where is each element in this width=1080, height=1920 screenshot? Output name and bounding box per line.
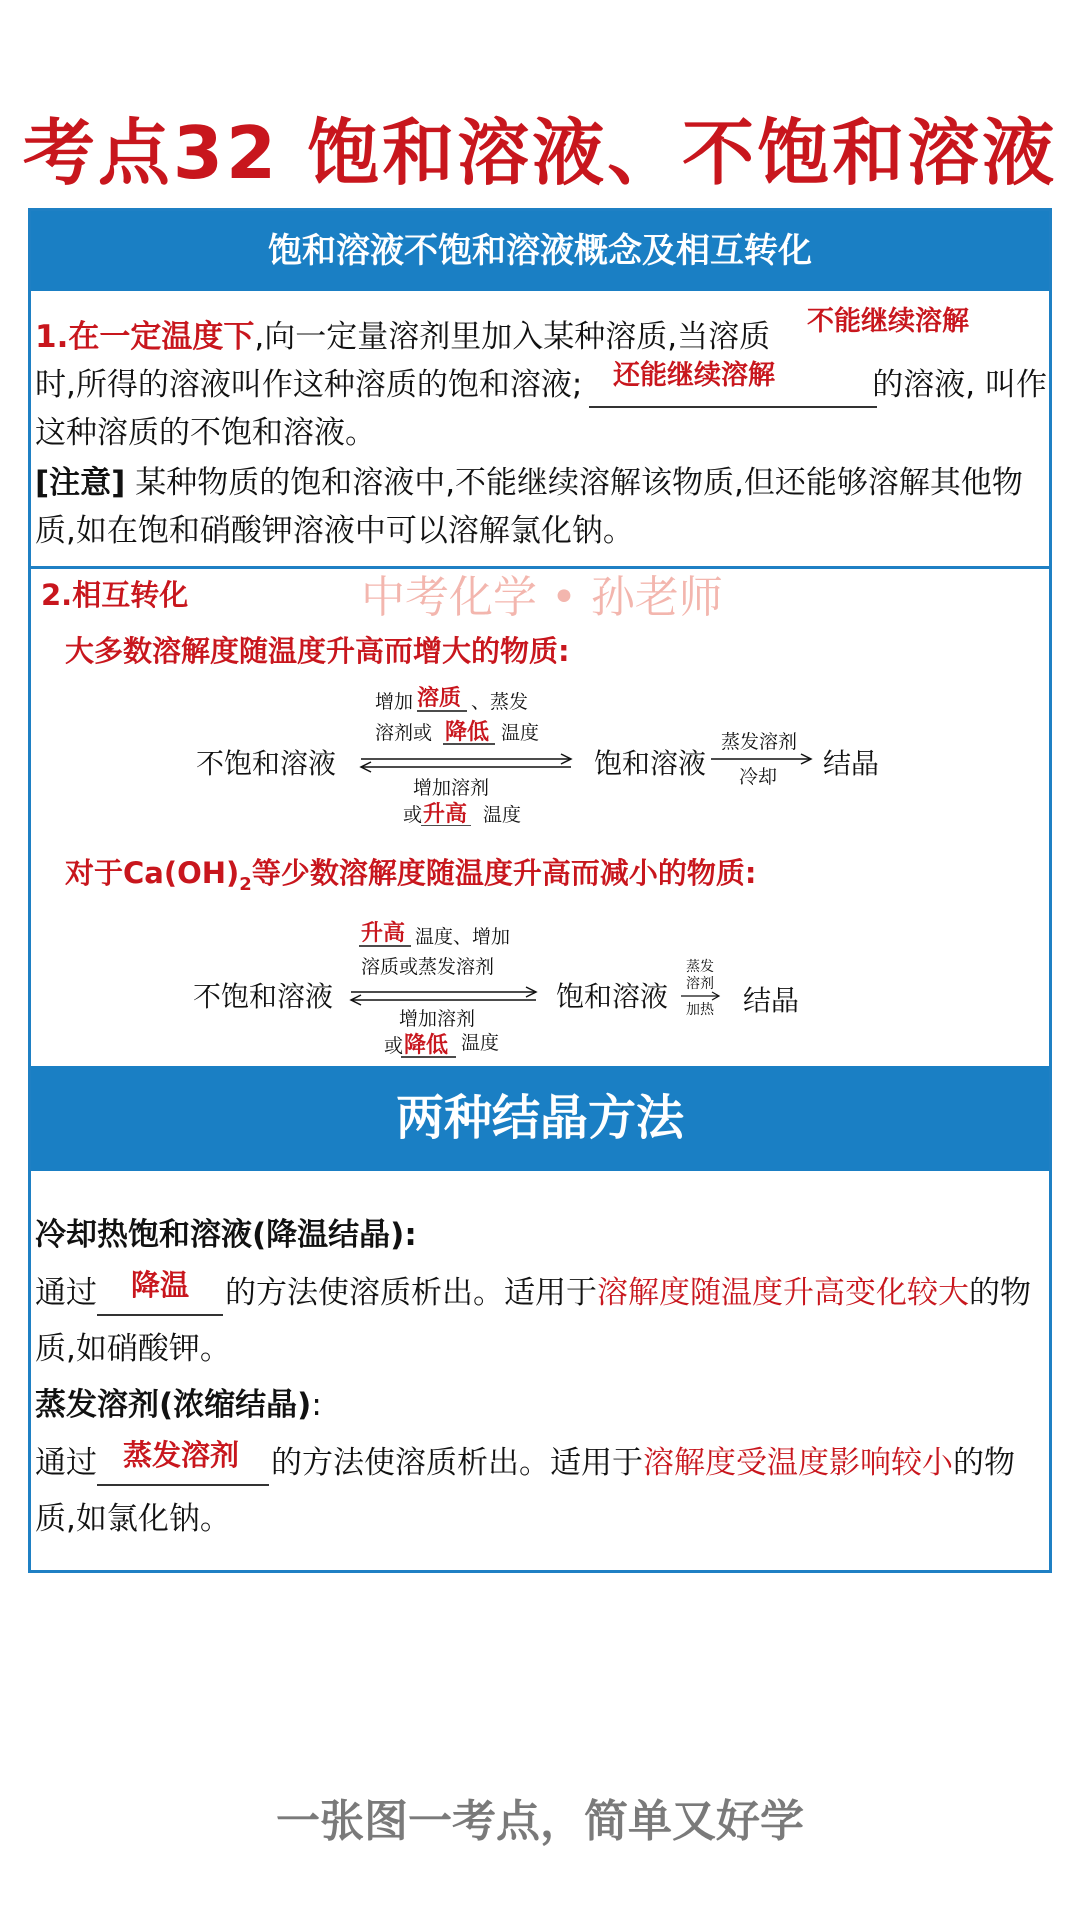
method2-blank <box>97 1484 269 1486</box>
concept-section <box>31 291 1049 566</box>
case2-arrow-bottom: 加热 <box>686 1002 714 1018</box>
case2-top1-b: 温度、增加 <box>415 926 511 948</box>
method2-red: 溶解度受温度影响较小 <box>643 1445 953 1481</box>
method1-blank <box>97 1314 223 1316</box>
method2-start: 通过 <box>35 1445 97 1481</box>
method1-title: 冷却热饱和溶液(降温结晶): <box>35 1217 417 1253</box>
case2-title-a: 对于Ca(OH) <box>65 856 240 890</box>
method1-line-2: 质,如硝酸钾。 <box>35 1331 231 1367</box>
watermark: 中考化学 • 孙老师 <box>361 572 723 623</box>
case2-bottom1: 增加溶剂 <box>399 1008 476 1030</box>
note-label: [注意] <box>35 465 126 501</box>
case1-arrow-bottom: 冷却 <box>739 766 778 788</box>
case2-diagram <box>31 916 1049 1061</box>
note-line-2: 质,如在饱和硝酸钾溶液中可以溶解氯化钠。 <box>35 513 634 549</box>
note-text: 某种物质的饱和溶液中,不能继续溶解该物质,但还能够溶解其他物 <box>125 465 1023 501</box>
method1-mid: 的方法使溶质析出。适用于 <box>225 1275 597 1311</box>
case2-top1-red: 升高 <box>361 921 406 946</box>
case1-top2-red: 降低 <box>445 720 490 745</box>
case1-diagram <box>31 681 1049 826</box>
method1-end: 的物 <box>969 1275 1031 1311</box>
method2-colon: : <box>311 1387 322 1423</box>
case1-left: 不饱和溶液 <box>196 747 337 780</box>
method2-answer: 蒸发溶剂 <box>123 1438 240 1472</box>
method1-red: 溶解度随温度升高变化较大 <box>597 1275 969 1311</box>
case1-bottom2-red: 升高 <box>423 802 468 826</box>
case2-arrow-top1: 蒸发 <box>686 959 714 975</box>
concept-line-2-start: 时,所得的溶液叫作这种溶质的饱和溶液; <box>35 367 583 403</box>
answer-saturated: 不能继续溶解 <box>807 306 969 337</box>
method1-start: 通过 <box>35 1275 97 1311</box>
concept-line-2 <box>35 361 1047 409</box>
conversion-heading: 2.相互转化 <box>41 578 189 612</box>
method2-mid: 的方法使溶质析出。适用于 <box>271 1445 643 1481</box>
case2-bottom2-red: 降低 <box>404 1033 449 1058</box>
page-title: 考点32 饱和溶液、不饱和溶液 <box>22 111 1058 195</box>
method2-end: 的物 <box>953 1445 1015 1481</box>
case2-title-sub: 2 <box>239 873 252 895</box>
case2-bottom2-b: 温度 <box>461 1032 500 1054</box>
content-panel <box>28 208 1052 1573</box>
case1-mid: 饱和溶液 <box>594 747 707 780</box>
case1-top2-b: 温度 <box>501 722 540 744</box>
blank-unsaturated <box>589 406 877 408</box>
case1-bottom2-b: 温度 <box>483 804 522 826</box>
concept-key-phrase: 1.在一定温度下 <box>35 319 255 355</box>
section1-header: 饱和溶液不饱和溶液概念及相互转化 <box>31 211 1049 291</box>
case2-mid: 饱和溶液 <box>556 980 669 1013</box>
case1-title: 大多数溶解度随温度升高而增大的物质: <box>65 634 570 668</box>
concept-line-1-text: ,向一定量溶剂里加入某种溶质,当溶质 <box>254 319 771 355</box>
section3-header: 两种结晶方法 <box>31 1066 1049 1171</box>
concept-line-2-end: 的溶液, 叫作 <box>872 367 1048 403</box>
case1-right: 结晶 <box>823 747 880 780</box>
case1-top1-red: 溶质 <box>417 686 462 711</box>
case2-title <box>65 851 756 895</box>
case2-right: 结晶 <box>743 984 800 1017</box>
case2-left: 不饱和溶液 <box>193 980 334 1013</box>
case1-top1-b: 、蒸发 <box>471 691 529 713</box>
answer-unsaturated: 还能继续溶解 <box>613 360 775 391</box>
note-line-1 <box>35 459 1023 507</box>
case1-arrow-top: 蒸发溶剂 <box>721 731 798 753</box>
case1-top1-a: 增加 <box>375 691 414 713</box>
case2-title-b: 等少数溶解度随温度升高而减小的物质: <box>251 856 757 890</box>
method2-title <box>35 1381 322 1429</box>
method2-title-text: 蒸发溶剂(浓缩结晶) <box>35 1387 312 1423</box>
method1-answer: 降温 <box>131 1268 190 1302</box>
case1-top2-a: 溶剂或 <box>375 722 433 744</box>
case2-bottom2-a: 或 <box>384 1035 404 1057</box>
case1-bottom1: 增加溶剂 <box>413 777 490 799</box>
case2-top2: 溶质或蒸发溶剂 <box>361 956 495 978</box>
footer-slogan: 一张图一考点，简单又好学 <box>276 1796 804 1847</box>
concept-line-3: 这种溶质的不饱和溶液。 <box>35 415 376 451</box>
case1-bottom2-a: 或 <box>403 804 423 826</box>
case2-arrow-top2: 溶剂 <box>686 976 714 992</box>
method2-line-2: 质,如氯化钠。 <box>35 1501 231 1537</box>
